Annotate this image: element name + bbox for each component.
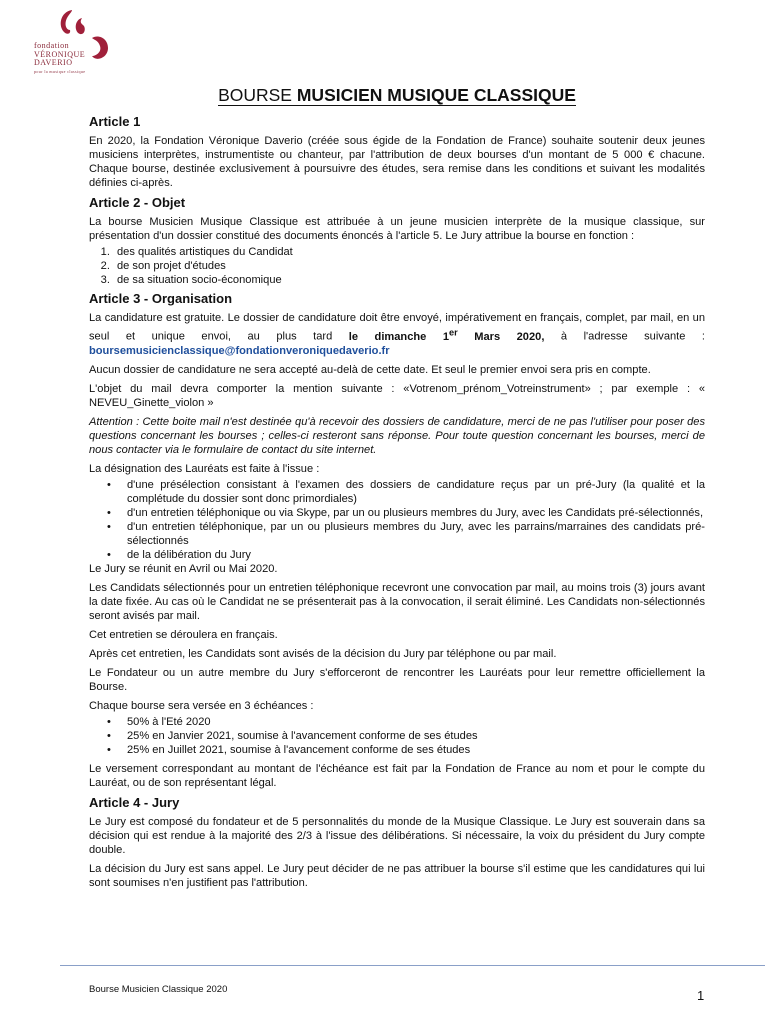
document-body bbox=[89, 84, 705, 895]
page-number: 1 bbox=[697, 988, 705, 1003]
list-item: 1. des qualités artistiques du Candidat bbox=[113, 245, 705, 259]
address-intro: à l'adresse suivante : bbox=[544, 330, 706, 343]
deadline-text: La candidature est gratuite. Le dossier de candidature doit être envoyé, impérativement en français, complet, par mail, en un seul et unique envoi, au plus tard bbox=[89, 312, 705, 343]
article-2-heading: Article 2 - Objet bbox=[89, 195, 186, 210]
criteria-list bbox=[89, 245, 705, 287]
attention-note: Attention : Cette boite mail n'est destinée qu'à recevoir des dossiers de candidature, merci de ne pas l'utiliser pour poser des questions concernant les bourses ; celles-ci resteront sans réponse. Pour toute question concernant les bourses, merci de nous contacter via le formulaire de contact du site internet. bbox=[89, 415, 705, 456]
selection-steps-list bbox=[89, 478, 705, 562]
footer-title: Bourse Musicien Classique 2020 bbox=[89, 984, 228, 995]
article-3-paragraph-6: Le Jury se réunit en Avril ou Mai 2020. bbox=[89, 562, 278, 575]
list-item: • d'un entretien téléphonique, par un ou plusieurs membres du Jury, avec les parrains/marraines des candidats pré-sélectionnés bbox=[127, 520, 705, 548]
article-4-paragraph-1: Le Jury est composé du fondateur et de 5 personnalités du monde de la Musique Classique. Le Jury est souverain dans sa décision qui est rendue à la majorité des 2/3 à l'issue des délibérations. Si nécessaire, la voix du président du Jury compte double. bbox=[89, 815, 705, 856]
list-item: • 25% en Janvier 2021, soumise à l'avancement conforme de ses études bbox=[127, 729, 705, 743]
article-1-heading: Article 1 bbox=[89, 114, 141, 129]
logo-tagline: pour la musique classique bbox=[34, 68, 86, 74]
article-3-paragraph-10: Le Fondateur ou un autre membre du Jury s'efforceront de rencontrer les Lauréats pour leur remettre officiellement la Bourse. bbox=[89, 666, 705, 693]
list-item: 3. de sa situation socio-économique bbox=[113, 273, 705, 287]
article-3-paragraph-1 bbox=[89, 311, 705, 358]
deadline-date-month: Mars 2020, bbox=[457, 330, 545, 343]
deadline-date bbox=[348, 327, 545, 343]
article-3-paragraph-9: Après cet entretien, les Candidats sont avisés de la décision du Jury par téléphone ou par mail. bbox=[89, 647, 557, 660]
title-bold: MUSICIEN MUSIQUE CLASSIQUE bbox=[296, 85, 576, 105]
logo-line-2: VÉRONIQUE bbox=[34, 49, 86, 59]
logo-line-3: DAVERIO bbox=[34, 58, 73, 67]
article-4-paragraph-2: La décision du Jury est sans appel. Le Jury peut décider de ne pas attribuer la bourse s'il estime que les candidatures qui lui sont soumises n'en justifient pas l'attribution. bbox=[89, 862, 705, 889]
article-1-paragraph: En 2020, la Fondation Véronique Daverio (créée sous égide de la Fondation de France) souhaite soutenir deux jeunes musiciens interprètes, instrumentiste ou chanteur, par l'attribution de deux bourses d'un montant de 5 000 € chacune. Chaque bourse, destinée exclusivement à poursuivre des études, sera remise dans les conditions et suivant les modalités définies ci-après. bbox=[89, 135, 705, 189]
list-item: • de la délibération du Jury bbox=[127, 548, 705, 562]
list-item: • 25% en Juillet 2021, soumise à l'avancement conforme de ses études bbox=[127, 743, 705, 757]
article-2-paragraph: La bourse Musicien Musique Classique est attribuée à un jeune musicien interprète de la musique classique, sur présentation d'un dossier constitué des documents énoncés à l'article 5. Le Jury attribue la bourse en fonction : bbox=[89, 216, 705, 242]
article-3-paragraph-5: La désignation des Lauréats est faite à l'issue : bbox=[89, 462, 320, 475]
footer-divider bbox=[60, 965, 765, 966]
article-3-paragraph-7: Les Candidats sélectionnés pour un entretien téléphonique recevront une convocation par mail, au moins trois (3) jours avant la date fixée. Au cas où le Candidat ne se présenterait pas à la convocation, il serait éliminé. Les Candidats non-sélectionnés seront avisés par mail. bbox=[89, 581, 705, 622]
article-3-paragraph-12: Le versement correspondant au montant de l'échéance est fait par la Fondation de France au nom et pour le compte du Lauréat, ou de son représentant légal. bbox=[89, 762, 705, 789]
title-plain: BOURSE bbox=[218, 85, 297, 105]
application-email-link[interactable]: boursemusicienclassique@fondationveroniquedaverio.fr bbox=[89, 344, 390, 357]
article-4-heading: Article 4 - Jury bbox=[89, 794, 180, 810]
list-item: • d'un entretien téléphonique ou via Skype, par un ou plusieurs membres du Jury, avec les Candidats pré-sélectionnés, bbox=[127, 506, 705, 520]
article-3-paragraph-2: Aucun dossier de candidature ne sera accepté au-delà de cette date. Et seul le premier envoi sera pris en compte. bbox=[89, 363, 651, 376]
article-3-heading: Article 3 - Organisation bbox=[89, 291, 233, 306]
article-3-paragraph-3: L'objet du mail devra comporter la mention suivante : «Votrenom_prénom_Votreinstrument» ; par exemple : « NEVEU_Ginette_violon » bbox=[89, 382, 705, 409]
deadline-date-sup: er bbox=[449, 327, 458, 337]
deadline-date-day: le dimanche 1 bbox=[348, 330, 449, 343]
list-item: 2. de son projet d'études bbox=[113, 259, 705, 273]
list-item: • 50% à l'Eté 2020 bbox=[127, 715, 705, 729]
list-item: • d'une présélection consistant à l'examen des dossiers de candidature reçus par un pré-Jury (la qualité et la complétude du dossier sont donc primordiales) bbox=[127, 478, 705, 506]
foundation-logo bbox=[34, 8, 114, 78]
article-3-paragraph-11: Chaque bourse sera versée en 3 échéances : bbox=[89, 699, 314, 712]
logo-line-1: fondation bbox=[34, 41, 70, 50]
logo-wordmark bbox=[34, 42, 85, 76]
article-3-paragraph-8: Cet entretien se déroulera en français. bbox=[89, 628, 278, 641]
payment-schedule-list bbox=[89, 715, 705, 757]
page-title bbox=[89, 84, 705, 106]
